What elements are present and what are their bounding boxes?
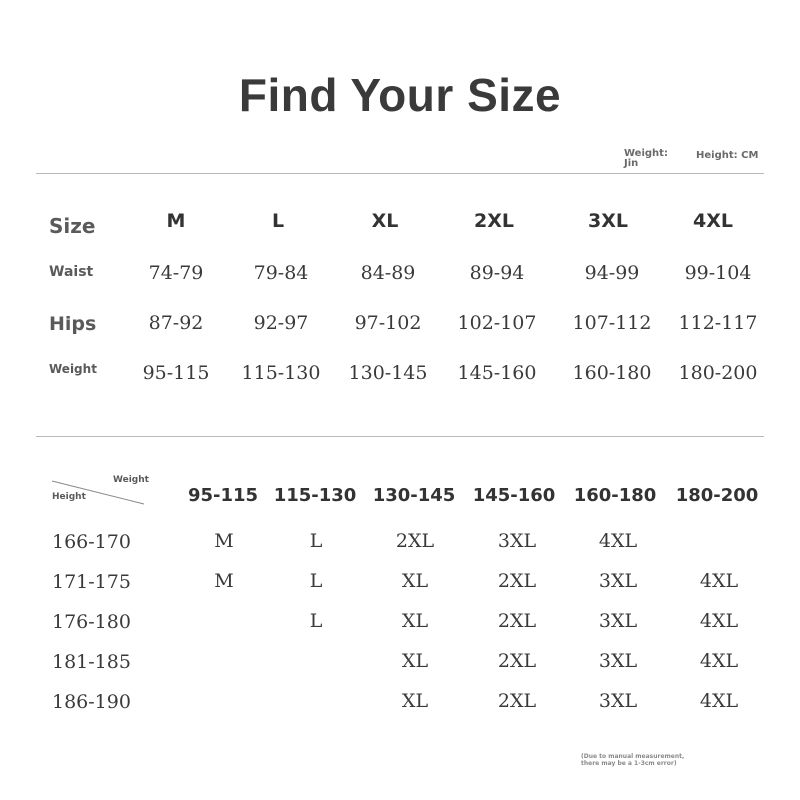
waist-cell: 94-99 bbox=[584, 262, 640, 284]
size-cell: XL bbox=[401, 610, 429, 632]
size-cell: 4XL bbox=[699, 570, 739, 592]
weight-cell: 115-130 bbox=[241, 362, 321, 384]
weight-unit-label: Weight: Jin bbox=[624, 148, 668, 169]
size-cell: 2XL bbox=[395, 530, 435, 552]
size-cell: 2XL bbox=[497, 690, 537, 712]
hips-cell: 107-112 bbox=[572, 312, 652, 334]
size-cell: L bbox=[309, 570, 323, 592]
weight-cell: 130-145 bbox=[348, 362, 428, 384]
weight-range-header: 115-130 bbox=[273, 485, 357, 506]
size-cell: M bbox=[214, 530, 234, 552]
size-cell: XL bbox=[401, 690, 429, 712]
size-cell: 3XL bbox=[598, 690, 638, 712]
hips-row-label: Hips bbox=[49, 313, 97, 335]
height-range-label: 166-170 bbox=[52, 531, 131, 553]
size-header-cell: M bbox=[166, 210, 186, 232]
hips-cell: 87-92 bbox=[148, 312, 204, 334]
middle-divider bbox=[36, 436, 764, 437]
height-range-label: 176-180 bbox=[52, 611, 131, 633]
measurement-note: (Due to manual measurement, there may be a 1-3cm error) bbox=[581, 753, 685, 767]
weight-row-label: Weight bbox=[49, 362, 97, 376]
size-cell: 3XL bbox=[598, 610, 638, 632]
size-header-label: Size bbox=[49, 214, 96, 238]
size-cell: 2XL bbox=[497, 650, 537, 672]
waist-cell: 89-94 bbox=[469, 262, 525, 284]
size-cell: 2XL bbox=[497, 610, 537, 632]
weight-range-header: 145-160 bbox=[472, 485, 556, 506]
size-cell: 4XL bbox=[598, 530, 638, 552]
height-range-label: 171-175 bbox=[52, 571, 131, 593]
size-cell: 4XL bbox=[699, 610, 739, 632]
size-cell: 2XL bbox=[497, 570, 537, 592]
weight-cell: 95-115 bbox=[142, 362, 210, 384]
height-range-label: 186-190 bbox=[52, 691, 131, 713]
size-cell: M bbox=[214, 570, 234, 592]
weight-range-header: 160-180 bbox=[573, 485, 657, 506]
height-unit-label: Height: CM bbox=[696, 150, 759, 161]
size-header-cell: XL bbox=[371, 210, 399, 232]
weight-range-header: 180-200 bbox=[675, 485, 759, 506]
hips-cell: 97-102 bbox=[354, 312, 422, 334]
height-range-label: 181-185 bbox=[52, 651, 131, 673]
size-cell: 3XL bbox=[598, 570, 638, 592]
waist-cell: 99-104 bbox=[684, 262, 752, 284]
size-header-cell: L bbox=[271, 210, 285, 232]
size-cell: XL bbox=[401, 570, 429, 592]
size-cell: 3XL bbox=[497, 530, 537, 552]
weight-cell: 160-180 bbox=[572, 362, 652, 384]
size-cell: XL bbox=[401, 650, 429, 672]
size-cell: L bbox=[309, 530, 323, 552]
weight-range-header: 95-115 bbox=[187, 485, 259, 506]
hips-cell: 102-107 bbox=[457, 312, 537, 334]
corner-weight-label: Weight bbox=[113, 475, 149, 485]
size-cell: 4XL bbox=[699, 690, 739, 712]
size-header-cell: 3XL bbox=[588, 210, 628, 232]
waist-cell: 84-89 bbox=[360, 262, 416, 284]
hips-cell: 92-97 bbox=[253, 312, 309, 334]
weight-range-header: 130-145 bbox=[372, 485, 456, 506]
top-divider bbox=[36, 173, 764, 174]
weight-cell: 145-160 bbox=[457, 362, 537, 384]
waist-cell: 79-84 bbox=[253, 262, 309, 284]
size-header-cell: 4XL bbox=[693, 210, 733, 232]
size-cell: L bbox=[309, 610, 323, 632]
hips-cell: 112-117 bbox=[678, 312, 758, 334]
size-cell: 4XL bbox=[699, 650, 739, 672]
size-cell: 3XL bbox=[598, 650, 638, 672]
corner-height-label: Height bbox=[52, 492, 86, 502]
waist-row-label: Waist bbox=[49, 264, 94, 280]
waist-cell: 74-79 bbox=[148, 262, 204, 284]
size-header-cell: 2XL bbox=[474, 210, 514, 232]
weight-cell: 180-200 bbox=[678, 362, 758, 384]
page-title: Find Your Size bbox=[238, 69, 562, 121]
